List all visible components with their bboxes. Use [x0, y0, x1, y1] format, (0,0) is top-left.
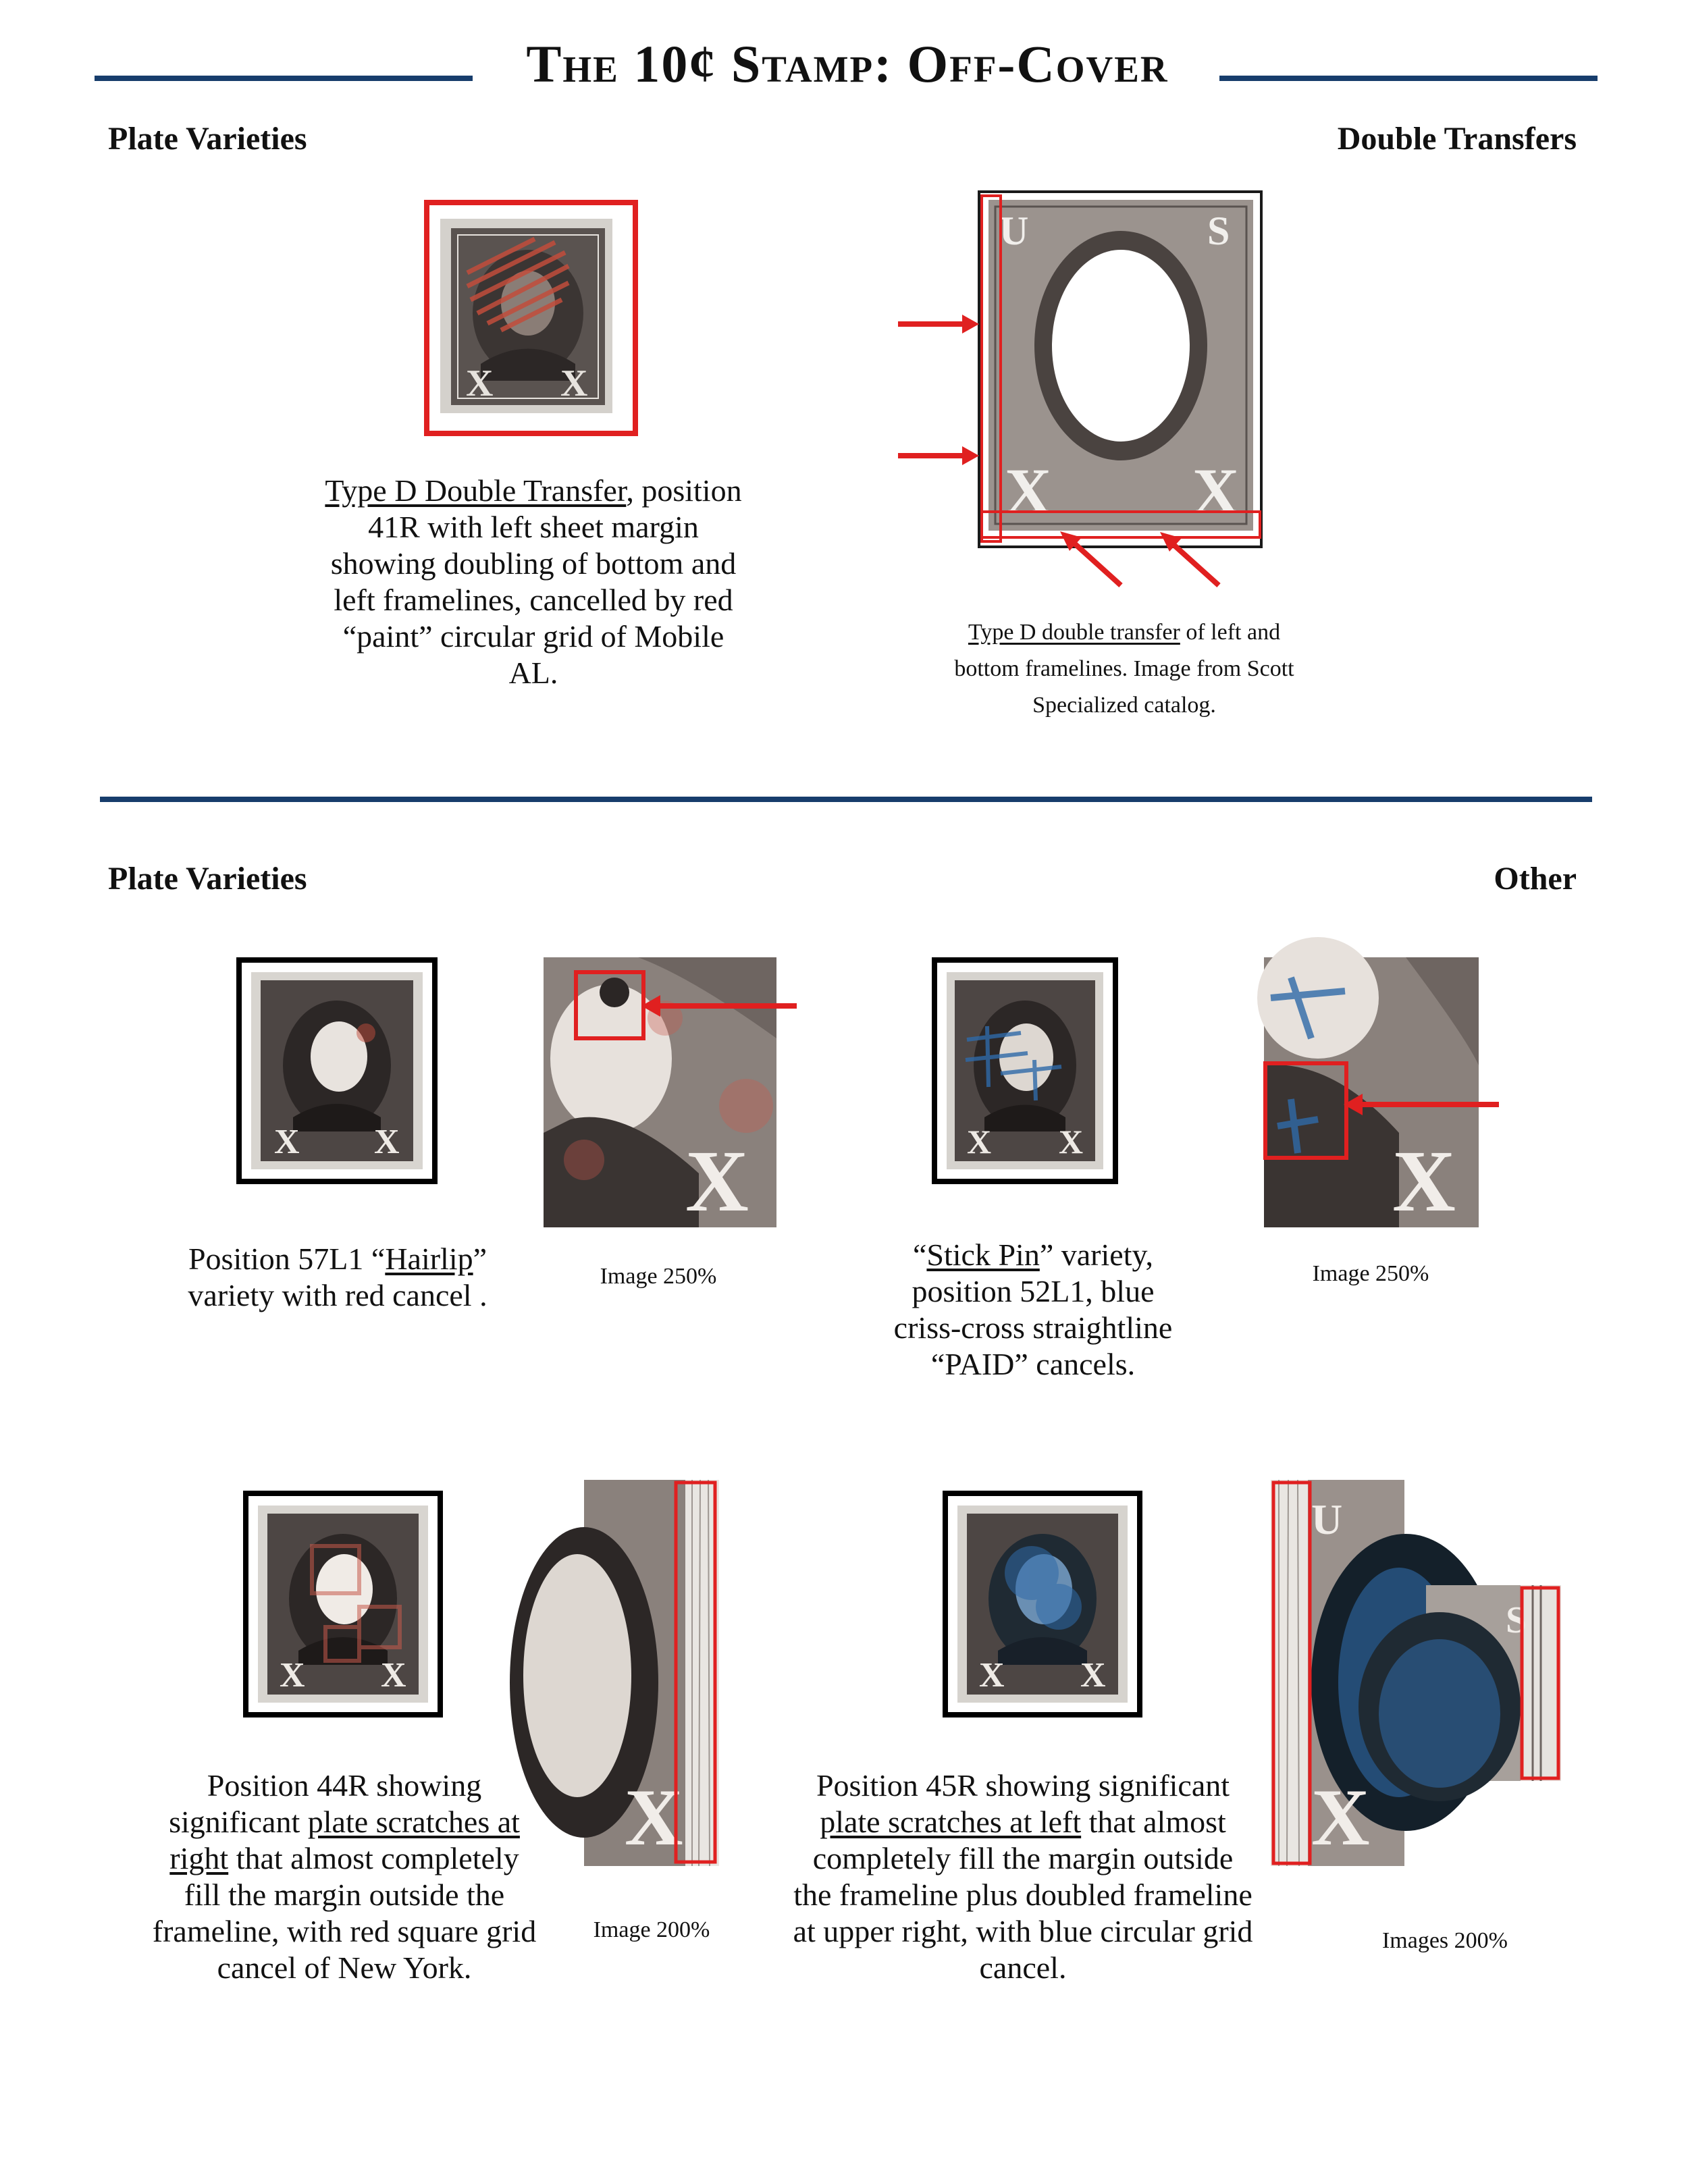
stamp-57l1-numeral-right: X	[374, 1123, 400, 1161]
stamp-52l1-caption-link: Stick Pin	[926, 1237, 1040, 1272]
stamp-41r-image	[440, 219, 612, 413]
stamp-45r-numeral-left: X	[979, 1656, 1005, 1695]
catalog-caption-text: of left and bottom framelines. Image from Scott Specialized catalog.	[954, 620, 1294, 718]
stick-pin-enlargement-numeral: X	[1392, 1133, 1456, 1230]
stick-pin-arrow	[1344, 1091, 1499, 1118]
stamp-45r-caption-post: that almost completely fill the margin outside the frameline plus doubled frameline at upper right, with blue circular grid cancel.	[793, 1805, 1253, 1985]
stamp-52l1-image-note: Image 250%	[1312, 1261, 1429, 1286]
stamp-52l1-caption	[874, 1237, 1192, 1383]
catalog-stamp-corner-left: U	[999, 209, 1029, 253]
stamp-45r-image-note: Images 200%	[1381, 1928, 1508, 1953]
stamp-44r-image-note: Image 200%	[593, 1917, 710, 1942]
stamp-44r-numeral-left: X	[280, 1656, 305, 1695]
stamp-57l1-caption-link: Hairlip	[385, 1242, 473, 1276]
catalog-caption-link: Type D double transfer	[968, 620, 1180, 645]
hairlip-enlargement-numeral: X	[685, 1133, 749, 1230]
title-rule-right	[1219, 76, 1598, 81]
stamp-44r-image	[258, 1506, 428, 1703]
heading-plate-varieties-top: Plate Varieties	[108, 121, 307, 157]
stamp-44r-caption-post: that almost completely fill the margin outside the frameline, with red square grid cancel of New York.	[152, 1841, 537, 1985]
stamp-41r-caption-text: , position 41R with left sheet margin showing doubling of bottom and left framelines, cancelled by red “paint” circular grid of Mobile AL.	[330, 473, 742, 690]
doubled-frameline-corner: S	[1506, 1599, 1527, 1641]
hairlip-arrow	[641, 992, 797, 1019]
catalog-caption	[935, 614, 1313, 724]
stamp-57l1-numeral-left: X	[274, 1123, 300, 1161]
stamp-57l1-caption	[155, 1241, 520, 1314]
stamp-57l1-image	[251, 972, 423, 1169]
stamp-45r-numeral-right: X	[1080, 1656, 1106, 1695]
stamp-45r-caption-link: plate scratches at left	[820, 1805, 1082, 1839]
doubled-frameline-enlargement	[1426, 1585, 1561, 1781]
bottom-arrows	[1053, 528, 1229, 589]
stamp-44r-caption-link: plate scratches at right	[169, 1805, 520, 1875]
heading-other: Other	[1494, 861, 1577, 897]
stamp-41r-numeral-right: X	[560, 363, 588, 404]
stamp-52l1-caption-pre: “	[912, 1237, 927, 1272]
plate-scratches-left-numeral: X	[1311, 1772, 1370, 1862]
stamp-52l1-numeral-left: X	[967, 1123, 992, 1161]
stamp-41r-caption	[324, 473, 743, 691]
stamp-44r-caption	[149, 1767, 540, 1986]
stamp-44r-caption-pre: Position 44R showing significant	[169, 1768, 482, 1839]
stamp-44r-numeral-right: X	[381, 1656, 406, 1695]
catalog-stamp-corner-right: S	[1207, 209, 1230, 253]
plate-scratches-right-enlargement	[584, 1480, 719, 1866]
heading-plate-varieties-bottom: Plate Varieties	[108, 861, 307, 897]
catalog-stamp-numeral-right: X	[1192, 455, 1240, 527]
stamp-57l1-caption-pre: Position 57L1 “	[188, 1242, 386, 1276]
stamp-52l1-image	[947, 972, 1103, 1169]
stamp-41r-numeral-left: X	[466, 363, 494, 404]
title-rule-left	[95, 76, 473, 81]
plate-scratches-left-corner: U	[1311, 1495, 1343, 1543]
stamp-45r-image	[957, 1506, 1128, 1703]
stamp-52l1-caption-post: ” variety, position 52L1, blue criss-cross straightline “PAID” cancels.	[893, 1237, 1173, 1381]
stamp-57l1-caption-post: ” variety with red cancel .	[188, 1242, 487, 1312]
section-divider	[100, 797, 1592, 802]
stamp-45r-caption	[790, 1767, 1256, 1986]
left-arrows	[898, 311, 979, 466]
stamp-45r-caption-pre: Position 45R showing significant	[816, 1768, 1230, 1803]
page-title: The 10¢ Stamp: Off-Cover	[526, 34, 1169, 93]
catalog-stamp-image	[978, 190, 1263, 548]
catalog-stamp-numeral-left: X	[1005, 455, 1052, 527]
heading-double-transfers: Double Transfers	[1337, 121, 1577, 157]
stamp-57l1-image-note: Image 250%	[600, 1264, 717, 1289]
stamp-52l1-numeral-right: X	[1059, 1123, 1084, 1161]
plate-scratches-right-numeral: X	[625, 1772, 683, 1862]
stamp-41r-caption-link: Type D Double Transfer	[325, 473, 627, 508]
